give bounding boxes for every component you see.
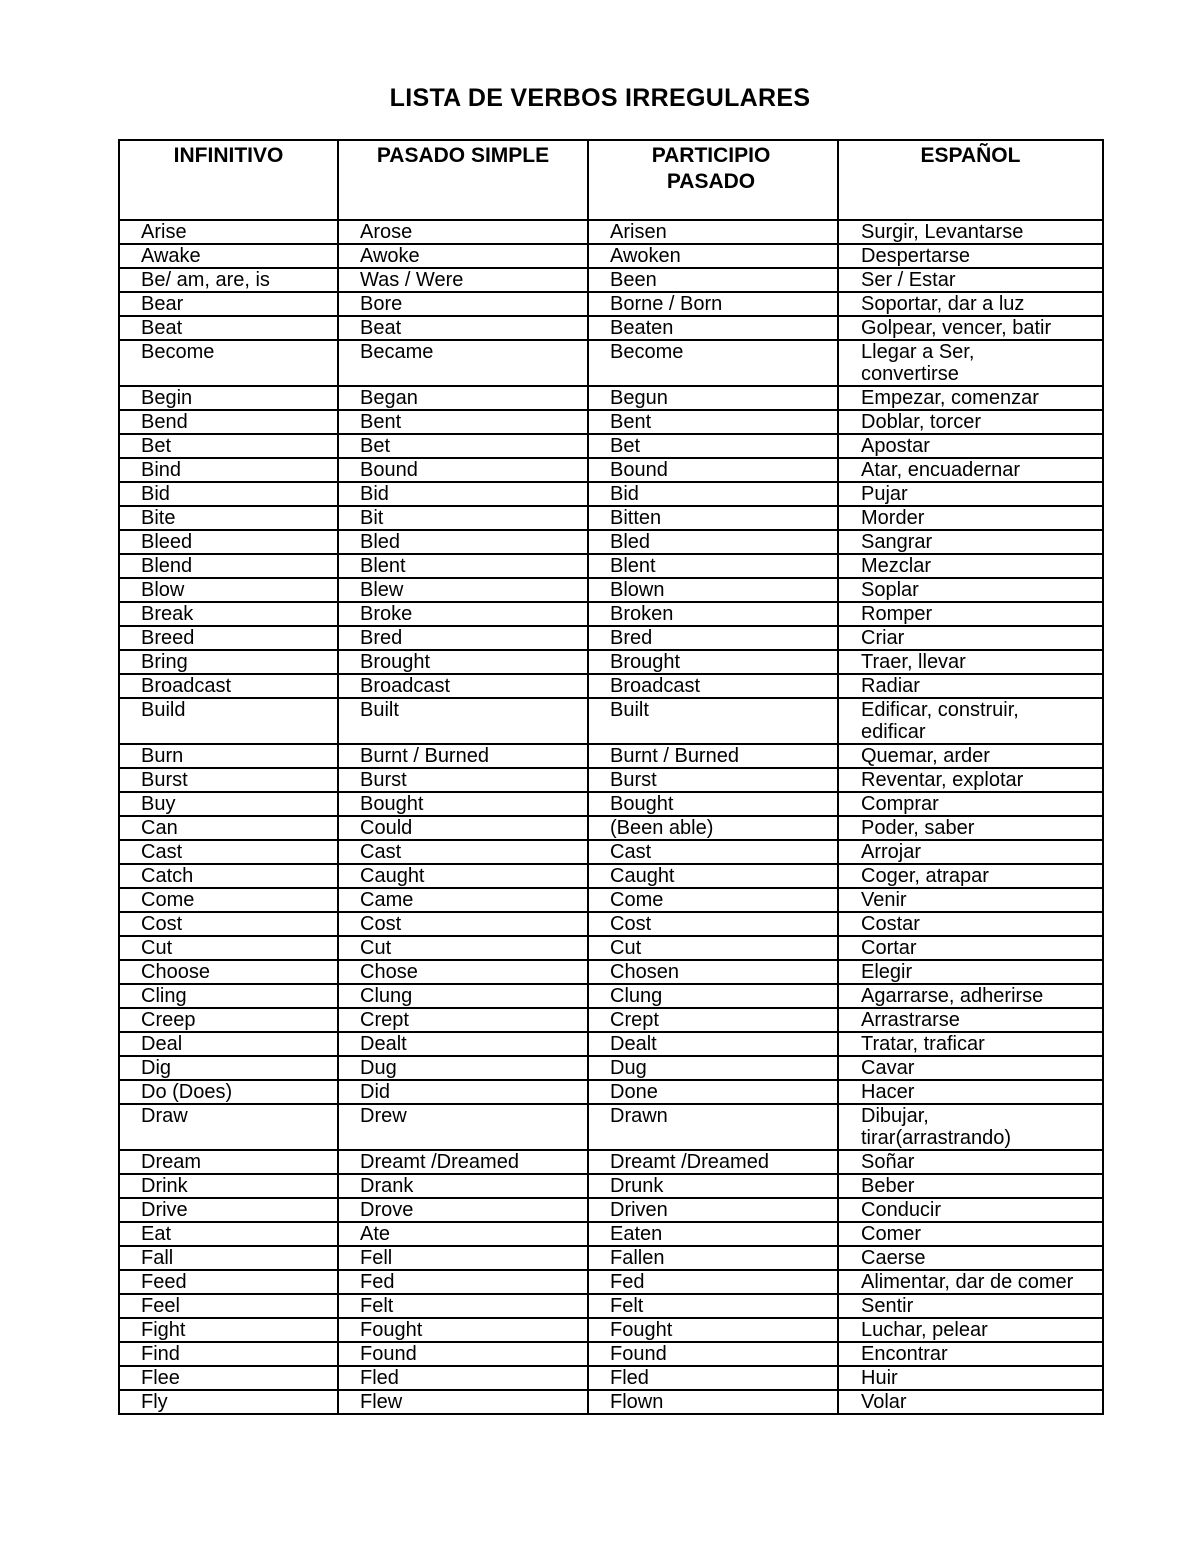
cell-pasado-simple: Bet [338, 434, 588, 458]
cell-infinitivo: Drive [119, 1198, 338, 1222]
cell-infinitivo: Cast [119, 840, 338, 864]
cell-participio: Fled [588, 1366, 838, 1390]
cell-espanol: Hacer [838, 1080, 1103, 1104]
cell-infinitivo: Burn [119, 744, 338, 768]
table-row [119, 1270, 1103, 1294]
cell-infinitivo: Bring [119, 650, 338, 674]
table-row [119, 1080, 1103, 1104]
cell-espanol: Sangrar [838, 530, 1103, 554]
page-title: LISTA DE VERBOS IRREGULARES [389, 84, 811, 112]
cell-espanol: Alimentar, dar de comer [838, 1270, 1103, 1294]
cell-espanol: Beber [838, 1174, 1103, 1198]
cell-espanol: Surgir, Levantarse [838, 220, 1103, 244]
cell-participio: Dreamt /Dreamed [588, 1150, 838, 1174]
cell-infinitivo: Bite [119, 506, 338, 530]
cell-pasado-simple: Fell [338, 1246, 588, 1270]
cell-espanol: Soportar, dar a luz [838, 292, 1103, 316]
cell-participio: Caught [588, 864, 838, 888]
cell-participio: Dealt [588, 1032, 838, 1056]
table-row [119, 626, 1103, 650]
table-row [119, 530, 1103, 554]
table-row [119, 220, 1103, 244]
cell-participio: Bid [588, 482, 838, 506]
cell-pasado-simple: Became [338, 340, 588, 386]
cell-participio: Flown [588, 1390, 838, 1414]
cell-espanol: Apostar [838, 434, 1103, 458]
cell-espanol: Mezclar [838, 554, 1103, 578]
cell-espanol: Empezar, comenzar [838, 386, 1103, 410]
cell-infinitivo: Awake [119, 244, 338, 268]
cell-espanol: Atar, encuadernar [838, 458, 1103, 482]
table-row [119, 386, 1103, 410]
cell-participio: Begun [588, 386, 838, 410]
cell-infinitivo: Creep [119, 1008, 338, 1032]
table-row [119, 650, 1103, 674]
cell-infinitivo: Blend [119, 554, 338, 578]
cell-pasado-simple: Brought [338, 650, 588, 674]
cell-pasado-simple: Awoke [338, 244, 588, 268]
cell-participio: Fed [588, 1270, 838, 1294]
cell-espanol: Huir [838, 1366, 1103, 1390]
cell-participio: Cut [588, 936, 838, 960]
cell-pasado-simple: Fought [338, 1318, 588, 1342]
cell-participio: Burnt / Burned [588, 744, 838, 768]
cell-participio: Fought [588, 1318, 838, 1342]
cell-infinitivo: Find [119, 1342, 338, 1366]
cell-infinitivo: Begin [119, 386, 338, 410]
cell-pasado-simple: Felt [338, 1294, 588, 1318]
cell-espanol: Arrojar [838, 840, 1103, 864]
cell-participio: Cost [588, 912, 838, 936]
cell-infinitivo: Can [119, 816, 338, 840]
cell-participio: Found [588, 1342, 838, 1366]
cell-pasado-simple: Beat [338, 316, 588, 340]
cell-participio: Become [588, 340, 838, 386]
cell-participio: Bred [588, 626, 838, 650]
table-row [119, 602, 1103, 626]
cell-infinitivo: Broadcast [119, 674, 338, 698]
cell-espanol: Llegar a Ser, convertirse [838, 340, 1103, 386]
cell-pasado-simple: Bent [338, 410, 588, 434]
cell-pasado-simple: Dealt [338, 1032, 588, 1056]
cell-espanol: Caerse [838, 1246, 1103, 1270]
cell-infinitivo: Break [119, 602, 338, 626]
cell-pasado-simple: Found [338, 1342, 588, 1366]
cell-infinitivo: Bet [119, 434, 338, 458]
cell-infinitivo: Catch [119, 864, 338, 888]
cell-infinitivo: Do (Does) [119, 1080, 338, 1104]
cell-infinitivo: Buy [119, 792, 338, 816]
table-row [119, 1294, 1103, 1318]
cell-participio: Come [588, 888, 838, 912]
table-row [119, 1056, 1103, 1080]
cell-participio: Broadcast [588, 674, 838, 698]
cell-pasado-simple: Bled [338, 530, 588, 554]
cell-pasado-simple: Dreamt /Dreamed [338, 1150, 588, 1174]
cell-participio: Eaten [588, 1222, 838, 1246]
table-row [119, 1342, 1103, 1366]
cell-infinitivo: Burst [119, 768, 338, 792]
cell-participio: Fallen [588, 1246, 838, 1270]
header-espanol-label: ESPAÑOL [920, 144, 1021, 167]
table-row [119, 1318, 1103, 1342]
header-row [119, 140, 1103, 220]
cell-espanol: Agarrarse, adherirse [838, 984, 1103, 1008]
cell-espanol: Radiar [838, 674, 1103, 698]
cell-infinitivo: Become [119, 340, 338, 386]
cell-infinitivo: Dig [119, 1056, 338, 1080]
cell-pasado-simple: Caught [338, 864, 588, 888]
table-row [119, 840, 1103, 864]
cell-espanol: Comer [838, 1222, 1103, 1246]
cell-participio: Clung [588, 984, 838, 1008]
table-row [119, 482, 1103, 506]
table-row [119, 292, 1103, 316]
cell-espanol: Luchar, pelear [838, 1318, 1103, 1342]
cell-infinitivo: Draw [119, 1104, 338, 1150]
cell-pasado-simple: Could [338, 816, 588, 840]
cell-espanol: Doblar, torcer [838, 410, 1103, 434]
cell-infinitivo: Bear [119, 292, 338, 316]
cell-infinitivo: Feel [119, 1294, 338, 1318]
cell-pasado-simple: Did [338, 1080, 588, 1104]
cell-participio: Chosen [588, 960, 838, 984]
cell-participio: Arisen [588, 220, 838, 244]
cell-infinitivo: Feed [119, 1270, 338, 1294]
table-row [119, 554, 1103, 578]
cell-pasado-simple: Clung [338, 984, 588, 1008]
cell-pasado-simple: Drove [338, 1198, 588, 1222]
cell-participio: Burst [588, 768, 838, 792]
cell-infinitivo: Arise [119, 220, 338, 244]
cell-espanol: Arrastrarse [838, 1008, 1103, 1032]
cell-participio: Brought [588, 650, 838, 674]
table-row [119, 268, 1103, 292]
cell-participio: Built [588, 698, 838, 744]
cell-pasado-simple: Crept [338, 1008, 588, 1032]
cell-participio: Blent [588, 554, 838, 578]
cell-participio: Dug [588, 1056, 838, 1080]
cell-infinitivo: Fight [119, 1318, 338, 1342]
cell-participio: Bitten [588, 506, 838, 530]
cell-pasado-simple: Bore [338, 292, 588, 316]
cell-pasado-simple: Burnt / Burned [338, 744, 588, 768]
cell-espanol: Edificar, construir, edificar [838, 698, 1103, 744]
cell-pasado-simple: Chose [338, 960, 588, 984]
cell-infinitivo: Bind [119, 458, 338, 482]
cell-infinitivo: Blow [119, 578, 338, 602]
table-row [119, 744, 1103, 768]
cell-espanol: Dibujar, tirar(arrastrando) [838, 1104, 1103, 1150]
cell-espanol: Traer, llevar [838, 650, 1103, 674]
table-row [119, 316, 1103, 340]
cell-participio: Bet [588, 434, 838, 458]
cell-pasado-simple: Bit [338, 506, 588, 530]
table-row [119, 1032, 1103, 1056]
cell-espanol: Poder, saber [838, 816, 1103, 840]
cell-pasado-simple: Began [338, 386, 588, 410]
cell-pasado-simple: Bred [338, 626, 588, 650]
cell-infinitivo: Eat [119, 1222, 338, 1246]
table-row [119, 1008, 1103, 1032]
cell-infinitivo: Drink [119, 1174, 338, 1198]
table-row [119, 912, 1103, 936]
table-row [119, 936, 1103, 960]
cell-infinitivo: Build [119, 698, 338, 744]
table-row [119, 410, 1103, 434]
cell-espanol: Romper [838, 602, 1103, 626]
table-row [119, 1366, 1103, 1390]
cell-participio: Bent [588, 410, 838, 434]
table-row [119, 1104, 1103, 1150]
cell-espanol: Criar [838, 626, 1103, 650]
cell-espanol: Despertarse [838, 244, 1103, 268]
cell-espanol: Cortar [838, 936, 1103, 960]
cell-infinitivo: Cut [119, 936, 338, 960]
table-row [119, 1150, 1103, 1174]
cell-pasado-simple: Bid [338, 482, 588, 506]
cell-pasado-simple: Broadcast [338, 674, 588, 698]
table-row [119, 1390, 1103, 1414]
cell-espanol: Quemar, arder [838, 744, 1103, 768]
cell-participio: Driven [588, 1198, 838, 1222]
cell-pasado-simple: Cut [338, 936, 588, 960]
cell-participio: Borne / Born [588, 292, 838, 316]
cell-pasado-simple: Came [338, 888, 588, 912]
cell-espanol: Encontrar [838, 1342, 1103, 1366]
cell-pasado-simple: Built [338, 698, 588, 744]
cell-pasado-simple: Arose [338, 220, 588, 244]
cell-espanol: Cavar [838, 1056, 1103, 1080]
cell-participio: Blown [588, 578, 838, 602]
cell-infinitivo: Bend [119, 410, 338, 434]
cell-infinitivo: Fall [119, 1246, 338, 1270]
cell-espanol: Morder [838, 506, 1103, 530]
table-row [119, 244, 1103, 268]
header-pasado-simple-label: PASADO SIMPLE [376, 144, 550, 167]
cell-infinitivo: Deal [119, 1032, 338, 1056]
cell-participio: Beaten [588, 316, 838, 340]
cell-participio: Drunk [588, 1174, 838, 1198]
cell-espanol: Reventar, explotar [838, 768, 1103, 792]
cell-espanol: Sentir [838, 1294, 1103, 1318]
cell-espanol: Golpear, vencer, batir [838, 316, 1103, 340]
cell-infinitivo: Flee [119, 1366, 338, 1390]
header-participio-pasado [588, 140, 838, 220]
cell-participio: (Been able) [588, 816, 838, 840]
cell-participio: Crept [588, 1008, 838, 1032]
cell-espanol: Pujar [838, 482, 1103, 506]
cell-pasado-simple: Bought [338, 792, 588, 816]
irregular-verbs-table [118, 139, 1104, 1415]
cell-pasado-simple: Drank [338, 1174, 588, 1198]
cell-espanol: Tratar, traficar [838, 1032, 1103, 1056]
cell-pasado-simple: Cast [338, 840, 588, 864]
table-body [119, 220, 1103, 1414]
cell-participio: Awoken [588, 244, 838, 268]
cell-infinitivo: Choose [119, 960, 338, 984]
cell-espanol: Elegir [838, 960, 1103, 984]
cell-participio: Been [588, 268, 838, 292]
table-row [119, 674, 1103, 698]
cell-espanol: Costar [838, 912, 1103, 936]
table-row [119, 816, 1103, 840]
cell-pasado-simple: Fed [338, 1270, 588, 1294]
cell-espanol: Comprar [838, 792, 1103, 816]
cell-participio: Bought [588, 792, 838, 816]
cell-pasado-simple: Burst [338, 768, 588, 792]
header-espanol [838, 140, 1103, 220]
cell-espanol: Ser / Estar [838, 268, 1103, 292]
cell-participio: Drawn [588, 1104, 838, 1150]
cell-infinitivo: Dream [119, 1150, 338, 1174]
table-row [119, 888, 1103, 912]
cell-pasado-simple: Cost [338, 912, 588, 936]
cell-infinitivo: Bleed [119, 530, 338, 554]
table-row [119, 1222, 1103, 1246]
cell-pasado-simple: Broke [338, 602, 588, 626]
table-row [119, 960, 1103, 984]
cell-participio: Broken [588, 602, 838, 626]
table-row [119, 578, 1103, 602]
table-row [119, 864, 1103, 888]
cell-pasado-simple: Dug [338, 1056, 588, 1080]
cell-infinitivo: Beat [119, 316, 338, 340]
cell-espanol: Venir [838, 888, 1103, 912]
cell-pasado-simple: Flew [338, 1390, 588, 1414]
cell-participio: Done [588, 1080, 838, 1104]
cell-pasado-simple: Fled [338, 1366, 588, 1390]
cell-participio: Bled [588, 530, 838, 554]
table-row [119, 458, 1103, 482]
table-row [119, 506, 1103, 530]
cell-espanol: Volar [838, 1390, 1103, 1414]
cell-espanol: Soplar [838, 578, 1103, 602]
cell-espanol: Coger, atrapar [838, 864, 1103, 888]
cell-espanol: Conducir [838, 1198, 1103, 1222]
table-row [119, 340, 1103, 386]
header-infinitivo [119, 140, 338, 220]
cell-espanol: Soñar [838, 1150, 1103, 1174]
header-pasado-simple [338, 140, 588, 220]
cell-infinitivo: Fly [119, 1390, 338, 1414]
cell-infinitivo: Be/ am, are, is [119, 268, 338, 292]
table-row [119, 1198, 1103, 1222]
cell-infinitivo: Cost [119, 912, 338, 936]
table-row [119, 792, 1103, 816]
cell-pasado-simple: Was / Were [338, 268, 588, 292]
table-row [119, 984, 1103, 1008]
cell-infinitivo: Cling [119, 984, 338, 1008]
table-row [119, 768, 1103, 792]
cell-infinitivo: Come [119, 888, 338, 912]
cell-infinitivo: Breed [119, 626, 338, 650]
header-infinitivo-label: INFINITIVO [173, 144, 284, 167]
table-row [119, 1174, 1103, 1198]
cell-participio: Felt [588, 1294, 838, 1318]
table-header [119, 140, 1103, 220]
cell-pasado-simple: Bound [338, 458, 588, 482]
cell-participio: Bound [588, 458, 838, 482]
cell-infinitivo: Bid [119, 482, 338, 506]
cell-pasado-simple: Blent [338, 554, 588, 578]
table-row [119, 1246, 1103, 1270]
table-row [119, 434, 1103, 458]
table-row [119, 698, 1103, 744]
header-participio-pasado-label: PARTICIPIO PASADO [651, 144, 771, 193]
cell-pasado-simple: Drew [338, 1104, 588, 1150]
cell-pasado-simple: Blew [338, 578, 588, 602]
cell-pasado-simple: Ate [338, 1222, 588, 1246]
cell-participio: Cast [588, 840, 838, 864]
